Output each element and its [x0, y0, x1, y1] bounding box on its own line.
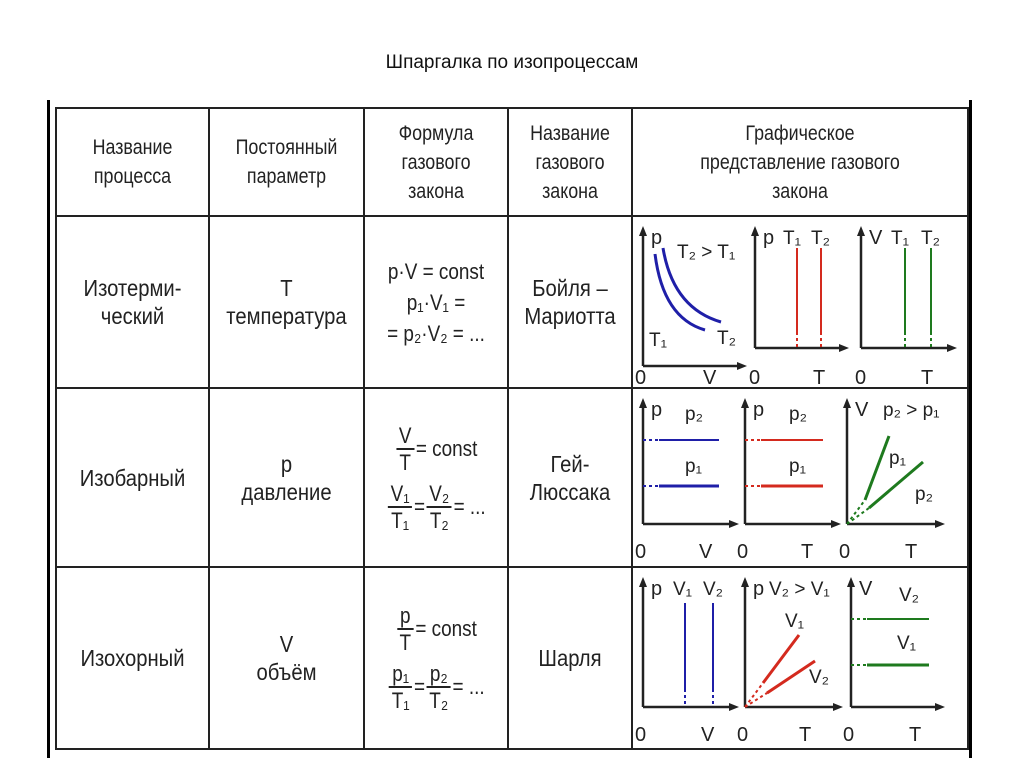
constant-param-cell	[209, 388, 364, 567]
header-text: Название	[530, 121, 610, 145]
y-axis-arrow	[741, 398, 749, 408]
formula-tail: = ...	[452, 674, 485, 699]
law-name: Мариотта	[524, 303, 616, 329]
header-formula	[364, 108, 508, 216]
law-name-cell	[508, 388, 632, 567]
line-label-t1: T₁	[891, 228, 910, 249]
constant-param-cell	[209, 216, 364, 388]
formula-equality	[375, 661, 497, 713]
left-border-bar	[47, 100, 50, 758]
y-axis-arrow	[639, 577, 647, 587]
process-name: ческий	[100, 303, 165, 329]
header-law-name	[508, 108, 632, 216]
x-axis-label: T	[813, 367, 826, 386]
y-axis-label: p	[651, 399, 663, 421]
x-axis-label: V	[703, 367, 717, 386]
x-axis-arrow	[935, 520, 945, 528]
origin-label: 0	[855, 367, 867, 386]
isoprocess-table	[55, 107, 969, 750]
graph-vt-isobar	[839, 398, 945, 563]
line-label-v2: V₂	[703, 579, 724, 600]
row-isothermal	[56, 216, 968, 388]
process-name: Изобарный	[79, 464, 186, 491]
graphs-cell	[632, 388, 968, 567]
header-text: параметр	[246, 165, 327, 188]
formula-cell	[364, 388, 508, 567]
fraction-denominator: T₂	[429, 688, 449, 713]
law-name: Гей-	[550, 450, 590, 477]
slide-title: Шпаргалка по изопроцессам	[385, 52, 639, 73]
graph-pt-isochore	[737, 577, 843, 746]
graphs-cell	[632, 216, 968, 388]
param-name: объём	[256, 659, 317, 685]
graph-vt-isotherm	[855, 226, 957, 386]
formula-main	[375, 423, 497, 475]
line-label-t2: T₂	[921, 228, 940, 249]
header-constant-param	[209, 108, 364, 216]
x-axis-arrow	[935, 703, 945, 711]
header-text: газового	[401, 150, 471, 174]
y-axis-label: p	[651, 578, 663, 600]
pressure-relation-label: p₂ > p₁	[883, 400, 940, 421]
line-label-p1: p₁	[685, 456, 702, 477]
x-axis-label: V	[701, 724, 715, 746]
fraction-numerator: p₁	[389, 661, 412, 688]
graphs-cell	[632, 567, 968, 749]
formula-line: p₁·V₁ =	[406, 289, 466, 315]
formula-line: p·V = const	[387, 258, 485, 284]
process-name-cell	[56, 388, 209, 567]
line-label-v1: V₁	[785, 611, 805, 632]
formula-tail: = ...	[453, 493, 486, 519]
graph-vt-isochore	[843, 577, 945, 746]
origin-label: 0	[635, 724, 647, 746]
law-name: Бойля –	[532, 275, 608, 301]
curve-label-t2: T₂	[717, 328, 736, 349]
header-text: газового	[535, 150, 605, 174]
process-name: Изохорный	[80, 645, 185, 671]
origin-label: 0	[843, 724, 855, 746]
curve-label-t1: T₁	[649, 330, 668, 351]
param-symbol: p	[280, 450, 293, 477]
process-name-cell	[56, 567, 209, 749]
header-process-name	[56, 108, 209, 216]
header-text: Название	[92, 136, 173, 159]
header-graphs	[632, 108, 968, 216]
law-name-cell	[508, 567, 632, 749]
x-axis-label: V	[699, 541, 713, 563]
header-text: закона	[772, 179, 828, 203]
param-name: давление	[241, 478, 332, 505]
temperature-relation-label: T₂ > T₁	[677, 242, 736, 263]
line-label-p2: p₂	[915, 484, 933, 505]
y-axis-label: V	[859, 578, 873, 600]
constant-param-cell	[209, 567, 364, 749]
formula-block	[375, 423, 497, 533]
x-axis-label: T	[909, 724, 922, 746]
origin-label: 0	[839, 541, 851, 563]
origin-label: 0	[737, 541, 749, 563]
y-axis-arrow	[843, 398, 851, 408]
line-label-t1: T₁	[783, 228, 802, 249]
line-label-p1: p₁	[789, 456, 806, 477]
header-text: представление газового	[700, 150, 900, 174]
fraction-numerator: p	[397, 603, 414, 630]
line-label-v2: V₂	[899, 585, 920, 606]
y-axis-label: V	[869, 227, 883, 249]
law-name-cell	[508, 216, 632, 388]
isothermal-graphs	[633, 218, 969, 386]
isobaric-graphs	[633, 390, 969, 565]
fraction-numerator: V₂	[427, 481, 452, 508]
y-axis-arrow	[639, 398, 647, 408]
x-axis-arrow	[831, 520, 841, 528]
y-axis-label: p	[651, 227, 663, 249]
fraction	[427, 661, 451, 713]
y-axis-arrow	[751, 226, 759, 236]
graph-pv-isobar	[635, 398, 739, 563]
fraction-numerator: V₁	[388, 481, 412, 508]
header-text: закона	[408, 179, 464, 203]
isochoric-graphs	[633, 569, 969, 747]
formula-cell	[364, 567, 508, 749]
formula-line: = p₂·V₂ = ...	[387, 320, 485, 346]
right-border-bar	[969, 100, 972, 758]
equals-sign: =	[413, 493, 426, 519]
fraction-denominator: T	[399, 630, 412, 655]
y-axis-label: p	[763, 227, 775, 249]
param-name: температура	[226, 303, 347, 329]
header-row	[56, 108, 968, 216]
graph-pv-isotherm	[635, 226, 747, 386]
fraction	[427, 481, 452, 533]
fraction	[396, 423, 414, 475]
graph-pv-isochore	[635, 577, 739, 746]
line-label-v2: V₂	[809, 667, 830, 688]
fraction-denominator: T₂	[429, 507, 449, 533]
x-axis-arrow	[947, 344, 957, 352]
formula-const: = const	[415, 616, 477, 641]
y-axis-arrow	[741, 577, 749, 587]
y-axis-arrow	[847, 577, 855, 587]
fraction	[397, 603, 414, 655]
origin-label: 0	[635, 541, 647, 563]
law-name: Шарля	[538, 645, 602, 671]
header-text: Графическое	[745, 121, 855, 145]
x-axis-label: T	[799, 724, 812, 746]
header-text: процесса	[93, 165, 172, 188]
process-name-cell	[56, 216, 209, 388]
isobar-dash-p2	[847, 508, 869, 524]
header-text: закона	[542, 179, 598, 203]
line-label-t2: T₂	[811, 228, 830, 249]
graph-pt-isobar	[737, 398, 841, 563]
fraction-numerator: p₂	[427, 661, 451, 688]
x-axis-arrow	[737, 362, 747, 370]
x-axis-arrow	[729, 703, 739, 711]
fraction-denominator: T	[399, 449, 412, 475]
x-axis-arrow	[839, 344, 849, 352]
header-text: Формула	[398, 121, 474, 145]
origin-label: 0	[635, 367, 647, 386]
y-axis-arrow	[857, 226, 865, 236]
volume-relation-label: V₂ > V₁	[769, 579, 830, 600]
fraction-denominator: T₁	[391, 507, 410, 533]
x-axis-arrow	[729, 520, 739, 528]
y-axis-label: p	[753, 399, 765, 421]
origin-label: 0	[737, 724, 749, 746]
fraction-denominator: T₁	[391, 688, 410, 713]
formula-equality	[375, 481, 497, 533]
law-name: Люссака	[529, 478, 611, 505]
isobar-line-p1	[865, 436, 889, 500]
line-label-p2: p₂	[789, 404, 807, 425]
x-axis-label: T	[905, 541, 918, 563]
isochore-dash-v1	[745, 683, 763, 707]
process-name: Изотерми-	[83, 275, 182, 301]
origin-label: 0	[749, 367, 761, 386]
y-axis-label: V	[855, 399, 869, 421]
fraction	[388, 481, 412, 533]
line-label-v1: V₁	[897, 633, 917, 654]
fraction-numerator: V	[396, 423, 414, 450]
line-label-p2: p₂	[685, 404, 703, 425]
y-axis-label: p	[753, 578, 765, 600]
formula-const: = const	[415, 435, 478, 461]
graph-pt-isotherm	[749, 226, 849, 386]
x-axis-arrow	[833, 703, 843, 711]
fraction	[389, 661, 412, 713]
row-isochoric	[56, 567, 968, 749]
x-axis-label: T	[801, 541, 814, 563]
x-axis-label: T	[921, 367, 934, 386]
formula-main	[375, 603, 497, 655]
formula-block	[375, 603, 497, 713]
line-label-p1: p₁	[889, 448, 906, 469]
formula-cell	[364, 216, 508, 388]
row-isobaric	[56, 388, 968, 567]
equals-sign: =	[413, 674, 426, 699]
y-axis-arrow	[639, 226, 647, 236]
line-label-v1: V₁	[673, 579, 693, 600]
isochore-dash-v2	[745, 693, 767, 707]
param-symbol: V	[279, 631, 294, 657]
param-symbol: T	[280, 275, 293, 301]
header-text: Постоянный	[235, 136, 338, 159]
